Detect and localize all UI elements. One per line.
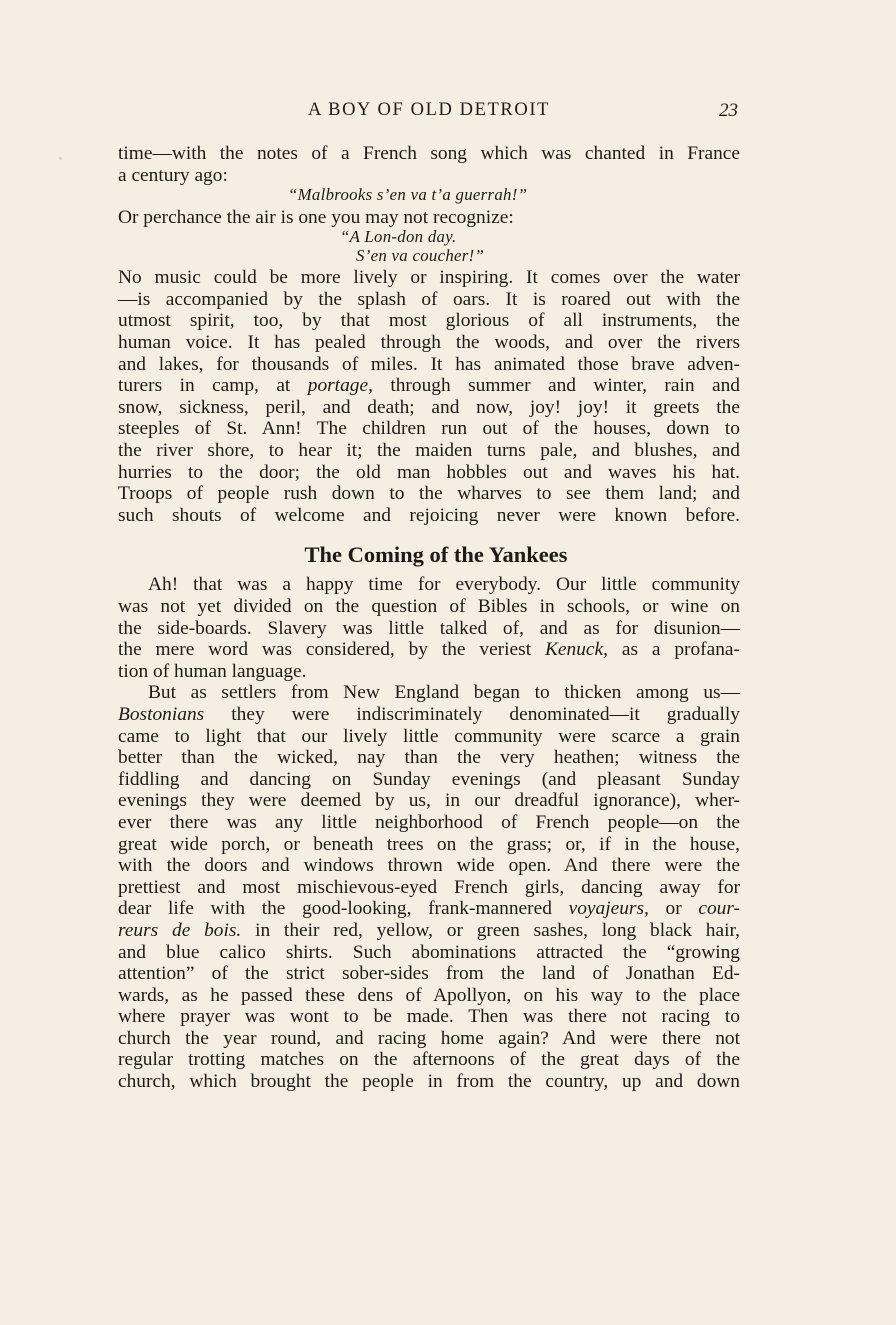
text-line: But as settlers from New England began to thicken among us— (148, 682, 740, 704)
running-head-title: A BOY OF OLD DETROIT (307, 100, 550, 120)
text-line: No music could be more lively or inspiring. It comes over the water (118, 267, 740, 289)
section-heading: The Coming of the Yankees (304, 542, 568, 568)
text-line: came to light that our lively little community were scarce a grain (118, 725, 740, 747)
text-line: the side-boards. Slavery was little talked of, and as for disunion— (118, 617, 740, 639)
text-line: attention” of the strict sober-sides from the land of Jonathan Ed- (118, 963, 740, 985)
text-line: such shouts of welcome and rejoicing never were known before. (118, 504, 740, 526)
text-line: snow, sickness, peril, and death; and now, joy! joy! it greets the (118, 396, 740, 418)
page-number: 23 (719, 100, 738, 121)
text-line: Troops of people rush down to the wharves to see them land; and (118, 483, 740, 505)
italic-term: cour- (698, 898, 740, 920)
text-line: regular trotting matches on the afternoons of the great days of the (118, 1049, 740, 1071)
text-line: church the year round, and racing home again? And were there not (118, 1027, 740, 1049)
text-line: with the doors and windows thrown wide open. And there were the (118, 855, 740, 877)
text-line: hurries to the door; the old man hobbles out and waves his hat. (118, 461, 740, 483)
song-line: S’en va coucher!” (356, 245, 485, 265)
text-line: was not yet divided on the question of Bibles in schools, or wine on (118, 596, 740, 617)
text-line: and lakes, for thousands of miles. It has animated those brave adven- (118, 353, 740, 375)
text-line: Ah! that was a happy time for everybody. Our little community (148, 574, 740, 596)
text-line: time—with the notes of a French song which was chanted in France (118, 143, 740, 164)
text-line: human voice. It has pealed through the woods, and over the rivers (118, 332, 740, 354)
text-run: they were indiscriminately denominated—it gradually (231, 703, 740, 725)
text-line: church, which brought the people in from the country, up and down (118, 1071, 740, 1093)
text-line: where prayer was wont to be made. Then was there not racing to (118, 1006, 740, 1028)
paper-speck (59, 157, 62, 160)
text-line: the river shore, to hear it; the maiden turns pale, and blushes, and (118, 440, 740, 462)
italic-term: Kenuck, (544, 639, 608, 661)
text-line (118, 898, 740, 920)
italic-term: portage, (307, 375, 373, 397)
text-line: evenings they were deemed by us, in our dreadful ignorance), wher- (118, 790, 740, 812)
text-line: steeples of St. Ann! The children run out of the houses, down to (118, 418, 740, 440)
text-line: utmost spirit, too, by that most glorious of all instruments, the (118, 310, 740, 332)
text-run: turers in camp, at (118, 375, 291, 397)
text-line: better than the wicked, nay than the very heathen; witness the (118, 747, 740, 769)
text-run: dear life with the good-looking, frank-mannered (118, 898, 552, 920)
text-line (118, 639, 740, 661)
text-line: —is accompanied by the splash of oars. It is roared out with the (118, 288, 740, 310)
text-line (118, 704, 740, 726)
song-line: “A Lon-don day. (340, 227, 457, 247)
italic-term: voyajeurs, (568, 898, 649, 920)
text-line (118, 920, 740, 942)
text-line: prettiest and most mischievous-eyed French girls, dancing away for (118, 876, 740, 898)
text-line (118, 375, 740, 397)
text-line: a century ago: (118, 164, 228, 186)
text-line: Or perchance the air is one you may not recognize: (118, 206, 514, 228)
text-run: as a profana- (621, 639, 740, 661)
song-line: “Malbrooks s’en va t’a guerrah!” (288, 185, 528, 205)
text-line: wards, as he passed these dens of Apollyon, on his way to the place (118, 984, 740, 1006)
page-body (118, 143, 740, 1093)
text-line: great wide porch, or beneath trees on the grass; or, if in the house, (118, 833, 740, 855)
text-line: fiddling and dancing on Sunday evenings (and pleasant Sunday (118, 768, 740, 790)
text-run: through summer and winter, rain and (390, 375, 740, 397)
running-head (118, 100, 740, 126)
text-run: in their red, yellow, or green sashes, long black hair, (255, 919, 740, 941)
text-line: ever there was any little neighborhood of French people—on the (118, 811, 740, 833)
text-line: and blue calico shirts. Such abominations attracted the “growing (118, 941, 740, 963)
text-run: or (665, 898, 682, 920)
italic-term: reurs de bois. (118, 919, 242, 941)
italic-term: Bostonians (118, 703, 205, 725)
text-line: tion of human language. (118, 660, 307, 682)
text-run: the mere word was considered, by the veriest (118, 639, 532, 661)
